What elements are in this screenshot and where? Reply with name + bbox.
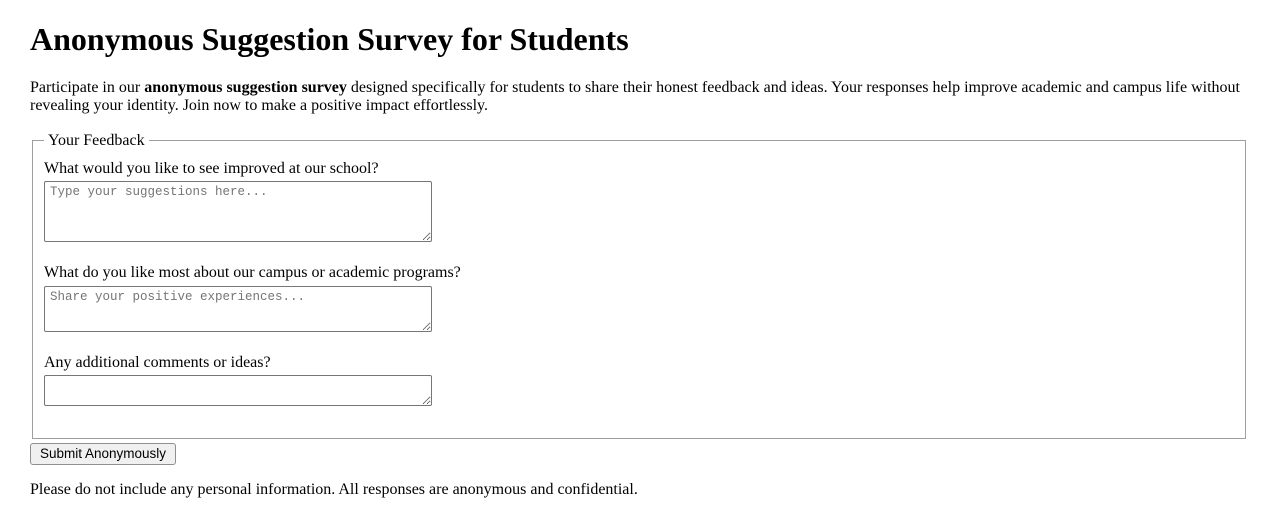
field-group-comments xyxy=(44,354,1234,406)
submit-button[interactable]: Submit Anonymously xyxy=(30,443,176,465)
positives-textarea[interactable] xyxy=(44,286,432,332)
comments-label: Any additional comments or ideas? xyxy=(44,353,271,371)
intro-text xyxy=(30,79,1248,116)
intro-before-bold: Participate in our xyxy=(30,78,145,96)
field-group-positives xyxy=(44,264,1234,331)
improvements-label: What would you like to see improved at our school? xyxy=(44,159,379,177)
comments-textarea[interactable] xyxy=(44,375,432,406)
improvements-textarea[interactable] xyxy=(44,181,432,242)
survey-page xyxy=(30,21,1248,501)
feedback-fieldset xyxy=(32,132,1246,440)
intro-after-bold: designed specifically for students to share their honest feedback and ideas. Your responses help improve academic and campus life without revealing your identity. Join now to make a positive impact effortlessly. xyxy=(30,78,1240,115)
positives-label: What do you like most about our campus or academic programs? xyxy=(44,264,461,282)
feedback-legend: Your Feedback xyxy=(48,131,145,149)
suggestion-form xyxy=(30,132,1248,466)
page-title: Anonymous Suggestion Survey for Students xyxy=(30,21,629,57)
intro-bold-phrase: anonymous suggestion survey xyxy=(144,78,347,96)
field-group-improvements xyxy=(44,160,1234,242)
privacy-note: Please do not include any personal information. All responses are anonymous and confidential. xyxy=(30,481,638,499)
